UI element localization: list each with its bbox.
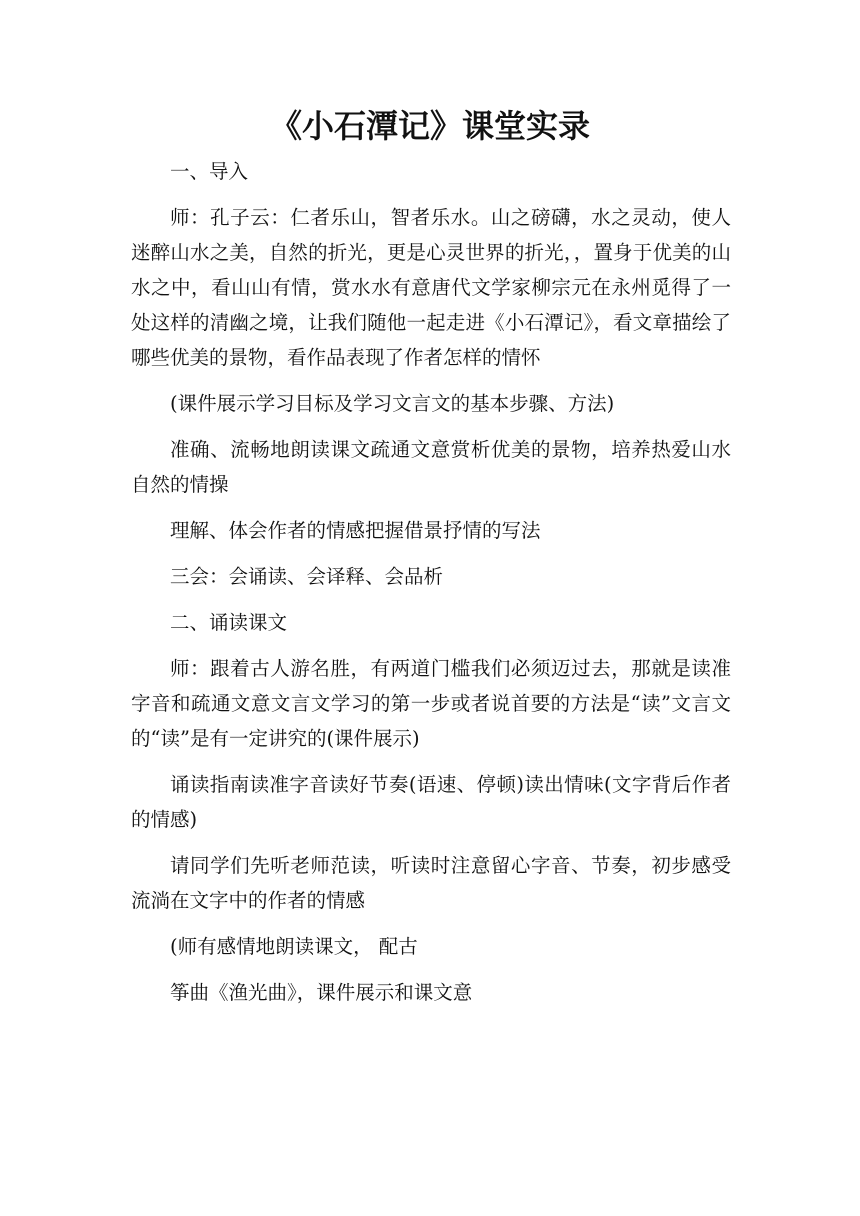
section-heading-intro: 一、导入 <box>170 160 249 183</box>
section-heading-recitation: 二、诵读课文 <box>170 611 288 634</box>
paragraph-reading-guide: 诵读指南读准字音读好节奏(语速、停顿)读出情味(文字背后作者的情感) <box>131 773 731 831</box>
paragraph-teacher-recital: (师有感情地朗读课文， 配古 <box>170 935 418 958</box>
document-body <box>131 154 731 1021</box>
paragraph-music-note: 筝曲《渔光曲》，课件展示和课文意 <box>170 981 473 1004</box>
paragraph-teacher-intro: 师：孔子云：仁者乐山，智者乐水。山之磅礴，水之灵动，使人迷醉山水之美，自然的折光，更是心灵世界的折光，，置身于优美的山水之中，看山山有情，赏水水有意唐代文学家柳宗元在永州觅得了一处这样的清幽之境，让我们随他一起走进《小石潭记》，看文章描绘了哪些优美的景物，看作品表现了作者怎样的情怀 <box>131 206 731 369</box>
paragraph-listen-instruction: 请同学们先听老师范读，听读时注意留心字音、节奏，初步感受流淌在文字中的作者的情感 <box>131 854 731 912</box>
document-title: 《小石潭记》课堂实录 <box>269 107 590 145</box>
paragraph-goal-understanding: 理解、体会作者的情感把握借景抒情的写法 <box>170 519 541 542</box>
paragraph-goal-reading: 准确、流畅地朗读课文疏通文意赏析优美的景物，培养热爱山水自然的情操 <box>131 438 731 496</box>
paragraph-teacher-reading-method: 师：跟着古人游名胜，有两道门槛我们必须迈过去，那就是读准字音和疏通文意文言文学习的第一步或者说首要的方法是“读”文言文的“读”是有一定讲究的(课件展示) <box>131 657 731 750</box>
paragraph-three-skills: 三会：会诵读、会译释、会品析 <box>170 565 444 588</box>
paragraph-courseware-goals: (课件展示学习目标及学习文言文的基本步骤、方法) <box>170 392 615 415</box>
